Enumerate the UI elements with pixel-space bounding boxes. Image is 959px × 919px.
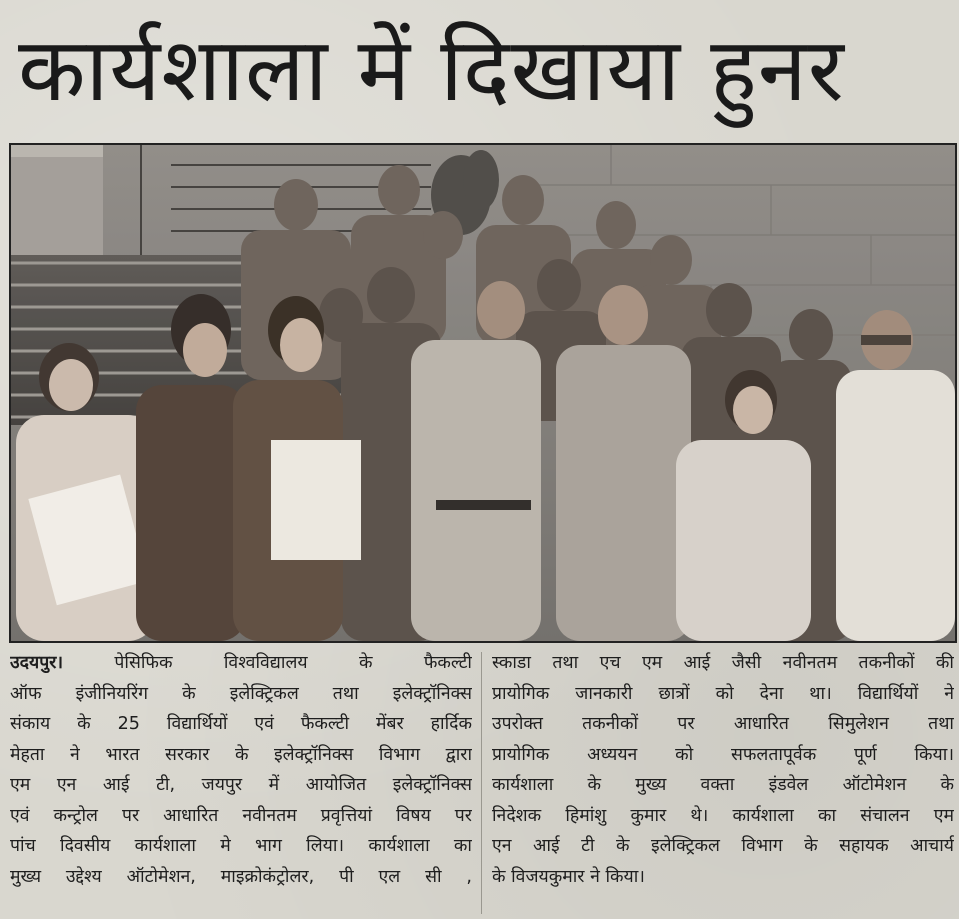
article-line: प्रायोगिक जानकारी छात्रों को देना था। विद्यार्थियों ने (492, 683, 954, 704)
article-line: मुख्य उद्देश्य ऑटोमेशन, माइक्रोकंट्रोलर, पी एल सी , (10, 866, 472, 887)
article-line: कार्यशाला के मुख्य वक्ता इंडवेल ऑटोमेशन के (492, 775, 954, 795)
article-line-text: पेसिफिक विश्वविद्यालय के फैकल्टी (114, 653, 472, 673)
article-column-left (10, 648, 472, 918)
headline: कार्यशाला में दिखाया हुनर (18, 18, 845, 121)
article-column-right (492, 648, 954, 918)
article-line: संकाय के 25 विद्यार्थियों एवं फैकल्टी मेंबर हार्दिक (10, 714, 472, 734)
group-photo (9, 143, 957, 643)
column-divider (481, 652, 482, 914)
article-line: प्रायोगिक अध्ययन को सफलतापूर्वक पूर्ण किया। (492, 744, 954, 765)
article-line (10, 648, 472, 679)
article-line: उपरोक्त तकनीकों पर आधारित सिमुलेशन तथा (492, 714, 954, 734)
article-line: पांच दिवसीय कार्यशाला मे भाग लिया। कार्यशाला का (10, 836, 472, 856)
article-line: के विजयकुमार ने किया। (492, 866, 645, 887)
article-line: एन आई टी के इलेक्ट्रिकल विभाग के सहायक आचार्य (492, 836, 954, 856)
article-line: ऑफ इंजीनियरिंग के इलेक्ट्रिकल तथा इलेक्ट्रॉनिक्स (10, 683, 472, 704)
article-line: एम एन आई टी, जयपुर में आयोजित इलेक्ट्रॉनिक्स (10, 775, 472, 795)
article-line: एवं कन्ट्रोल पर आधारित नवीनतम प्रवृत्तियां विषय पर (10, 805, 472, 826)
article-line: मेहता ने भारत सरकार के इलेक्ट्रॉनिक्स विभाग द्वारा (10, 744, 472, 765)
article-line: निदेशक हिमांशु कुमार थे। कार्यशाला का संचालन एम (492, 805, 954, 826)
group-photo-icon (11, 145, 955, 641)
article-line: स्काडा तथा एच एम आई जैसी नवीनतम तकनीकों की (492, 653, 954, 673)
dateline: उदयपुर। (10, 653, 64, 673)
